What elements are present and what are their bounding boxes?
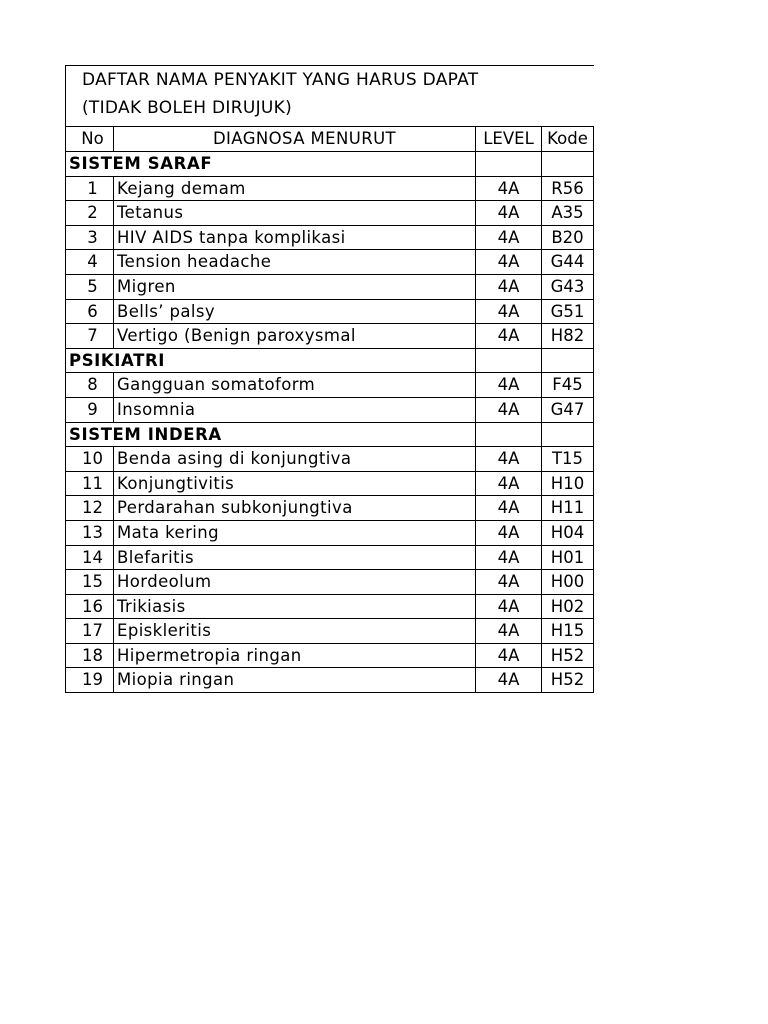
section-row <box>66 423 594 448</box>
row-kode: G43 <box>542 275 594 299</box>
row-kode: H52 <box>542 668 594 692</box>
row-kode: H02 <box>542 595 594 619</box>
row-level: 4A <box>476 177 542 201</box>
row-kode: G51 <box>542 300 594 324</box>
row-diagnosa: Hordeolum <box>114 570 476 594</box>
row-no: 4 <box>66 250 114 274</box>
header-level: LEVEL <box>476 127 542 151</box>
row-kode: H10 <box>542 472 594 496</box>
table-row <box>66 447 594 472</box>
section-row <box>66 152 594 177</box>
table-row <box>66 668 594 693</box>
row-diagnosa: Gangguan somatoform <box>114 373 476 397</box>
row-no: 9 <box>66 398 114 422</box>
header-diagnosa: DIAGNOSA MENURUT <box>114 127 476 151</box>
section-kode-cell <box>542 423 594 447</box>
row-level: 4A <box>476 275 542 299</box>
table-row <box>66 226 594 251</box>
row-no: 8 <box>66 373 114 397</box>
table-row <box>66 619 594 644</box>
disease-table <box>65 65 594 693</box>
row-level: 4A <box>476 373 542 397</box>
section-row <box>66 349 594 374</box>
row-diagnosa: Tetanus <box>114 201 476 225</box>
row-diagnosa: Kejang demam <box>114 177 476 201</box>
row-diagnosa: Konjungtivitis <box>114 472 476 496</box>
table-row <box>66 644 594 669</box>
row-level: 4A <box>476 668 542 692</box>
row-kode: H11 <box>542 496 594 520</box>
table-title-block <box>66 66 594 127</box>
row-level: 4A <box>476 521 542 545</box>
row-diagnosa: HIV AIDS tanpa komplikasi <box>114 226 476 250</box>
row-no: 7 <box>66 324 114 348</box>
table-row <box>66 324 594 349</box>
row-diagnosa: Hipermetropia ringan <box>114 644 476 668</box>
section-title: PSIKIATRI <box>66 349 476 373</box>
row-no: 1 <box>66 177 114 201</box>
table-row <box>66 570 594 595</box>
row-kode: F45 <box>542 373 594 397</box>
row-diagnosa: Mata kering <box>114 521 476 545</box>
row-kode: B20 <box>542 226 594 250</box>
row-level: 4A <box>476 324 542 348</box>
table-subtitle: (TIDAK BOLEH DIRUJUK) <box>82 98 293 118</box>
section-title: SISTEM SARAF <box>66 152 476 176</box>
row-no: 11 <box>66 472 114 496</box>
row-level: 4A <box>476 496 542 520</box>
row-kode: R56 <box>542 177 594 201</box>
row-no: 16 <box>66 595 114 619</box>
row-diagnosa: Perdarahan subkonjungtiva <box>114 496 476 520</box>
row-kode: H00 <box>542 570 594 594</box>
header-no: No <box>66 127 114 151</box>
row-diagnosa: Benda asing di konjungtiva <box>114 447 476 471</box>
row-diagnosa: Insomnia <box>114 398 476 422</box>
row-kode: T15 <box>542 447 594 471</box>
table-header-row <box>66 127 594 152</box>
row-kode: H82 <box>542 324 594 348</box>
table-row <box>66 275 594 300</box>
row-level: 4A <box>476 300 542 324</box>
table-row <box>66 201 594 226</box>
row-no: 19 <box>66 668 114 692</box>
section-kode-cell <box>542 349 594 373</box>
row-no: 10 <box>66 447 114 471</box>
table-row <box>66 373 594 398</box>
section-level-cell <box>476 423 542 447</box>
row-level: 4A <box>476 644 542 668</box>
row-no: 15 <box>66 570 114 594</box>
row-no: 2 <box>66 201 114 225</box>
row-no: 3 <box>66 226 114 250</box>
row-diagnosa: Tension headache <box>114 250 476 274</box>
row-diagnosa: Bells’ palsy <box>114 300 476 324</box>
row-kode: H01 <box>542 546 594 570</box>
table-row <box>66 595 594 620</box>
table-row <box>66 496 594 521</box>
row-no: 13 <box>66 521 114 545</box>
table-row <box>66 177 594 202</box>
table-body <box>66 152 594 693</box>
row-no: 18 <box>66 644 114 668</box>
section-level-cell <box>476 152 542 176</box>
header-kode: Kode <box>542 127 594 151</box>
table-row <box>66 546 594 571</box>
table-title: DAFTAR NAMA PENYAKIT YANG HARUS DAPAT <box>82 70 479 90</box>
table-row <box>66 472 594 497</box>
row-level: 4A <box>476 472 542 496</box>
row-diagnosa: Blefaritis <box>114 546 476 570</box>
table-row <box>66 521 594 546</box>
row-no: 12 <box>66 496 114 520</box>
row-kode: G44 <box>542 250 594 274</box>
row-level: 4A <box>476 226 542 250</box>
row-level: 4A <box>476 201 542 225</box>
table-row <box>66 398 594 423</box>
row-no: 14 <box>66 546 114 570</box>
table-row <box>66 250 594 275</box>
row-kode: A35 <box>542 201 594 225</box>
row-kode: G47 <box>542 398 594 422</box>
row-level: 4A <box>476 546 542 570</box>
row-level: 4A <box>476 398 542 422</box>
table-row <box>66 300 594 325</box>
row-kode: H52 <box>542 644 594 668</box>
section-title: SISTEM INDERA <box>66 423 476 447</box>
row-level: 4A <box>476 595 542 619</box>
section-kode-cell <box>542 152 594 176</box>
row-diagnosa: Vertigo (Benign paroxysmal <box>114 324 476 348</box>
row-diagnosa: Episkleritis <box>114 619 476 643</box>
row-level: 4A <box>476 447 542 471</box>
row-level: 4A <box>476 619 542 643</box>
row-no: 17 <box>66 619 114 643</box>
row-level: 4A <box>476 250 542 274</box>
row-diagnosa: Migren <box>114 275 476 299</box>
row-diagnosa: Miopia ringan <box>114 668 476 692</box>
row-diagnosa: Trikiasis <box>114 595 476 619</box>
row-no: 5 <box>66 275 114 299</box>
row-kode: H15 <box>542 619 594 643</box>
section-level-cell <box>476 349 542 373</box>
row-level: 4A <box>476 570 542 594</box>
row-kode: H04 <box>542 521 594 545</box>
row-no: 6 <box>66 300 114 324</box>
